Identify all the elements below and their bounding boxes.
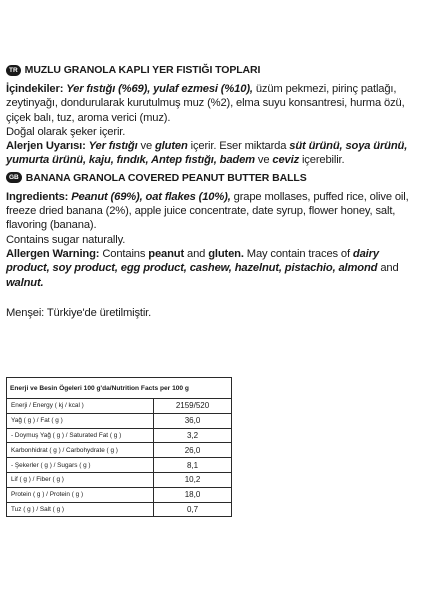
tr-flag-badge: TR [6,65,21,76]
nutrition-row [7,413,232,428]
nutrition-row [7,399,232,414]
text-run: süt ürünü, soya ürünü, yumurta ürünü, kaju, fındık, Antep fıstığı, badem [6,140,408,167]
text-run: ceviz [272,154,300,167]
nutrient-label: Tuz ( g ) / Salt ( g ) [7,502,154,517]
text-run: Allergen Warning: [6,247,103,260]
origin-statement: Menşei: Türkiye'de üretilmiştir. [6,306,152,319]
text-run: ve [137,140,155,153]
nutrition-row [7,487,232,502]
text-run: içerir. Eser miktarda [187,140,290,153]
nutrition-row [7,472,232,487]
text-run: üzüm pekmezi, pirinç patlağı, zeytinyağı, dondurularak kurutulmuş muz (%2), elma suyu konsantresi, hurma özü, çiçek balı, tuz, aroma verici (muz). [6,83,405,124]
nutrient-label: Protein ( g ) / Protein ( g ) [7,487,154,502]
text-run: Yer fıstığı (%69), yulaf ezmesi (%10), [66,83,253,95]
tr-sugar-note: Doğal olarak şeker içerir. [6,125,126,138]
text-run: gluten. [208,247,244,260]
nutrient-label: - Doymuş Yağ ( g ) / Saturated Fat ( g ) [7,428,154,443]
gb-flag-badge: GB [6,172,22,183]
nutrient-value: 0,7 [154,502,232,517]
gb-ingredients [6,190,418,233]
nutrient-label: Enerji / Energy ( kj / kcal ) [7,399,154,414]
nutrient-label: Yağ ( g ) / Fat ( g ) [7,413,154,428]
tr-ingredients [6,82,418,125]
nutrition-row [7,458,232,473]
nutrient-value: 2159/520 [154,399,232,414]
nutrition-header: Enerji ve Besin Ögeleri 100 g'da/Nutrition Facts per 100 g [7,378,232,399]
nutrition-row [7,428,232,443]
text-run: ve [254,154,273,167]
gb-product-title: BANANA GRANOLA COVERED PEANUT BUTTER BALLS [25,171,307,184]
text-run: İçindekiler: [6,83,67,95]
text-run: Alerjen Uyarısı: [6,140,89,153]
nutrient-value: 3,2 [154,428,232,443]
text-run: Yer fıstığı [88,140,138,153]
text-run: Ingredients: [6,190,72,203]
text-run: and [377,262,399,275]
nutrient-value: 36,0 [154,413,232,428]
nutrition-row [7,443,232,458]
gb-allergen-warning [6,247,418,290]
nutrient-label: Karbonhidrat ( g ) / Carbohydrate ( g ) [7,443,154,458]
text-run: dairy product, soy product, egg product, cashew, hazelnut, pistachio, almond [6,247,379,275]
nutrient-label: - Şekerler ( g ) / Sugars ( g ) [7,458,154,473]
text-run: gluten [155,140,188,153]
tr-allergen-warning [6,139,418,168]
text-run: grape mollases, puffed rice, olive oil, freeze dried banana (2%), apple juice concentrate, date syrup, flower honey, salt, flavoring (banana). [6,190,409,232]
gb-section-header [6,172,418,184]
nutrition-row [7,502,232,517]
gb-sugar-note: Contains sugar naturally. [6,233,126,246]
text-run: walnut. [6,276,44,289]
tr-product-title: MUZLU GRANOLA KAPLI YER FISTIĞI TOPLARI [24,64,261,76]
text-run: May contain traces of [243,247,353,260]
nutrient-value: 18,0 [154,487,232,502]
text-run: içerebilir. [299,154,345,167]
text-run: and [184,247,209,260]
text-run: Peanut (69%), oat flakes (10%), [71,190,231,203]
nutrient-value: 8,1 [154,458,232,473]
nutrient-value: 26,0 [154,443,232,458]
nutrient-value: 10,2 [154,472,232,487]
tr-section-header [6,64,418,76]
nutrition-table [6,377,232,517]
text-run: peanut [148,247,185,260]
text-run: Contains [102,247,149,260]
nutrition-header-row [7,378,232,399]
nutrient-label: Lif ( g ) / Fiber ( g ) [7,472,154,487]
